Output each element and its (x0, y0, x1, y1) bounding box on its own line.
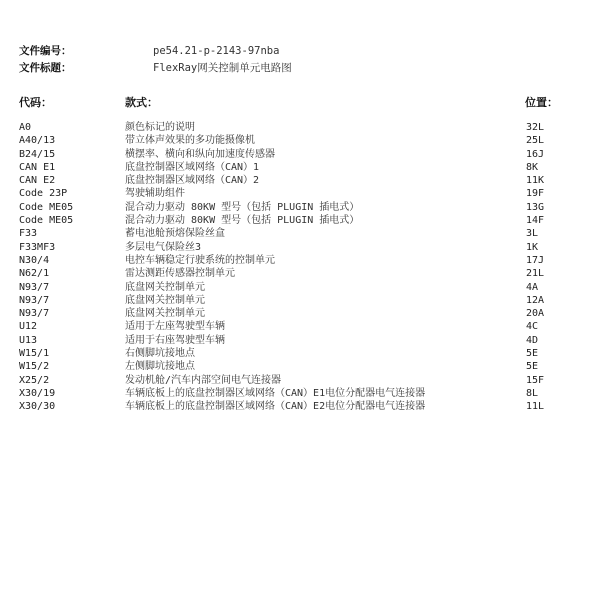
table-row (0, 387, 603, 400)
component-code: B24/15 (19, 148, 56, 160)
component-code: N93/7 (19, 281, 50, 293)
component-position: 15F (526, 374, 545, 386)
column-header-position: 位置： (525, 96, 558, 109)
component-code: N93/7 (19, 294, 50, 306)
component-description: 电控车辆稳定行驶系统的控制单元 (125, 254, 275, 266)
component-position: 19F (526, 188, 545, 200)
table-row (0, 307, 603, 320)
component-code: N62/1 (19, 268, 50, 280)
component-position: 25L (526, 135, 545, 147)
component-code: X30/19 (19, 387, 56, 399)
component-code: W15/2 (19, 361, 50, 373)
component-position: 32L (526, 122, 545, 133)
component-position: 20A (526, 308, 545, 320)
component-code: W15/1 (19, 348, 50, 360)
component-position: 11L (526, 401, 545, 413)
component-position: 4A (526, 281, 539, 293)
component-description: 适用于左座驾驶型车辆 (125, 321, 225, 333)
component-description: 适用于右座驾驶型车辆 (125, 334, 225, 346)
table-row (0, 254, 603, 267)
component-position: 17J (526, 254, 545, 266)
component-code: A0 (19, 122, 32, 133)
component-code: CAN E2 (19, 175, 56, 187)
component-description: 多层电气保险丝3 (125, 241, 202, 253)
table-row (0, 161, 603, 174)
table-row (0, 241, 603, 254)
component-position: 4D (526, 334, 539, 346)
column-header-description: 款式： (125, 96, 158, 109)
file-title-value: FlexRay网关控制单元电路图 (153, 62, 292, 74)
component-position: 21L (526, 268, 545, 280)
component-position: 16J (526, 148, 545, 160)
component-legend-table (0, 121, 603, 414)
table-row (0, 281, 603, 294)
table-row (0, 201, 603, 214)
component-position: 8L (526, 387, 539, 399)
table-row (0, 187, 603, 200)
component-description: 雷达测距传感器控制单元 (125, 268, 235, 280)
component-position: 5E (526, 348, 539, 360)
component-code: N93/7 (19, 308, 50, 320)
component-description: 底盘网关控制单元 (125, 308, 205, 320)
table-row (0, 174, 603, 187)
column-header-code: 代码： (19, 96, 52, 109)
component-description: 底盘网关控制单元 (125, 281, 205, 293)
component-description: 颜色标记的说明 (125, 122, 195, 133)
table-header (0, 96, 603, 110)
component-code: CAN E1 (19, 161, 56, 173)
component-position: 11K (526, 175, 545, 187)
component-description: 底盘控制器区域网络（CAN）1 (125, 161, 260, 173)
table-row (0, 267, 603, 280)
component-code: F33MF3 (19, 241, 56, 253)
component-description: 左侧脚坑接地点 (125, 361, 195, 373)
table-row (0, 294, 603, 307)
component-description: 发动机舱/汽车内部空间电气连接器 (125, 374, 282, 386)
table-row (0, 121, 603, 134)
component-position: 3L (526, 228, 539, 240)
component-description: 横摆率、横向和纵向加速度传感器 (125, 148, 275, 160)
component-description: 底盘控制器区域网络（CAN）2 (125, 175, 260, 187)
table-row (0, 347, 603, 360)
component-position: 12A (526, 294, 545, 306)
component-position: 1K (526, 241, 539, 253)
component-code: A40/13 (19, 135, 56, 147)
file-number-value: pe54.21-p-2143-97nba (153, 45, 280, 57)
table-row (0, 148, 603, 161)
table-row (0, 374, 603, 387)
component-description: 蓄电池舱预熔保险丝盒 (125, 228, 225, 240)
file-number-label: 文件编号： (19, 45, 72, 57)
component-description: 车辆底板上的底盘控制器区域网络（CAN）E2电位分配器电气连接器 (125, 401, 426, 413)
table-row (0, 400, 603, 413)
table-row (0, 320, 603, 333)
component-description: 车辆底板上的底盘控制器区域网络（CAN）E1电位分配器电气连接器 (125, 387, 426, 399)
table-row (0, 334, 603, 347)
component-description: 右侧脚坑接地点 (125, 348, 195, 360)
file-title-label: 文件标题： (19, 62, 72, 74)
component-position: 5E (526, 361, 539, 373)
component-description: 带立体声效果的多功能摄像机 (125, 135, 255, 147)
component-position: 14F (526, 215, 545, 227)
table-row (0, 360, 603, 373)
table-row (0, 134, 603, 147)
component-description: 底盘网关控制单元 (125, 294, 205, 306)
component-code: N30/4 (19, 254, 50, 266)
component-description: 混合动力驱动 80KW 型号（包括 PLUGIN 插电式） (125, 215, 360, 227)
component-code: U12 (19, 321, 38, 333)
component-code: X25/2 (19, 374, 50, 386)
component-description: 驾驶辅助组件 (125, 188, 185, 200)
component-position: 13G (526, 201, 545, 213)
component-description: 混合动力驱动 80KW 型号（包括 PLUGIN 插电式） (125, 201, 360, 213)
component-code: Code 23P (19, 188, 68, 200)
component-code: X30/30 (19, 401, 56, 413)
table-row (0, 227, 603, 240)
component-code: Code ME05 (19, 215, 74, 227)
component-position: 4C (526, 321, 539, 333)
table-row (0, 214, 603, 227)
component-position: 8K (526, 161, 539, 173)
component-code: U13 (19, 334, 38, 346)
component-code: F33 (19, 228, 38, 240)
component-code: Code ME05 (19, 201, 74, 213)
